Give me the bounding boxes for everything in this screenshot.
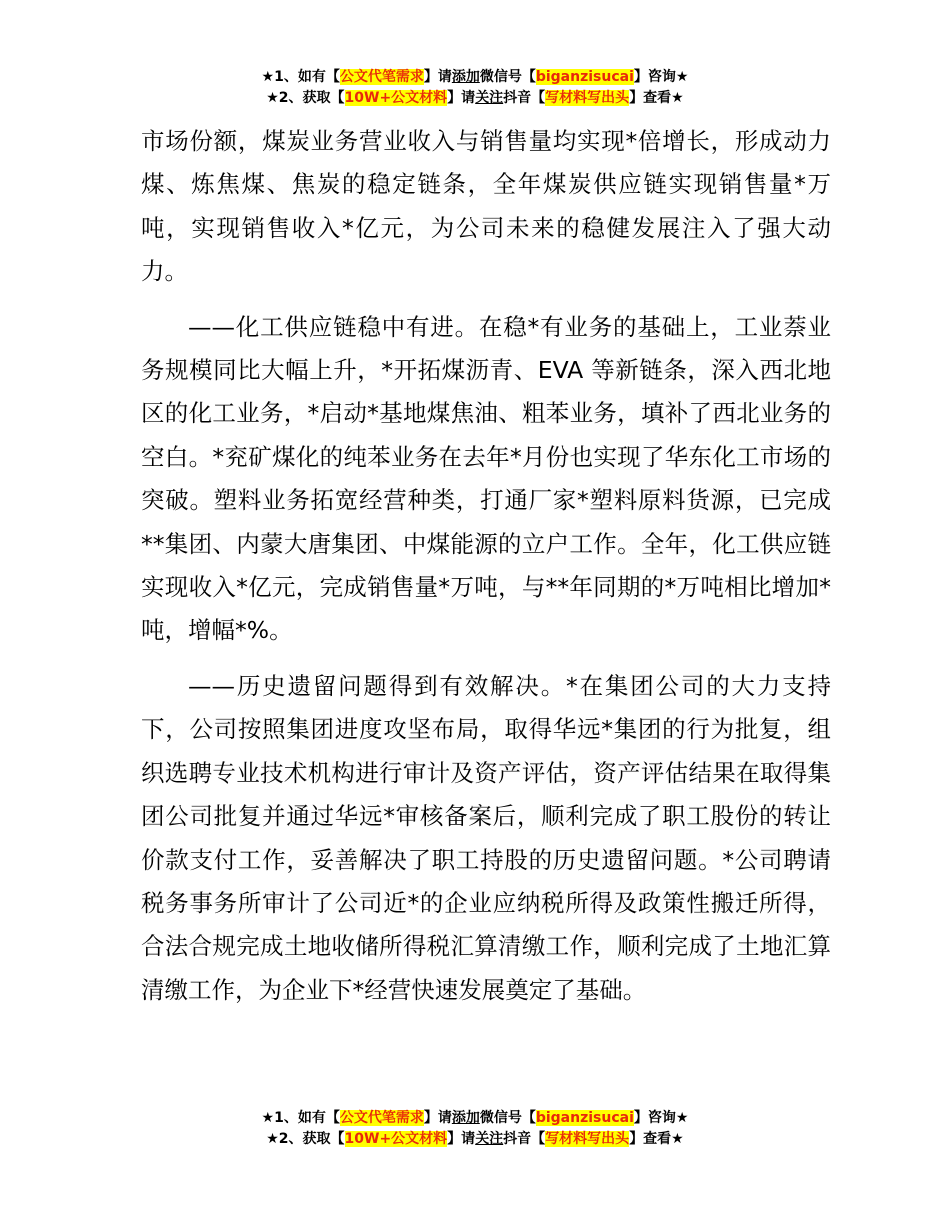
highlight-wechat-id: biganzisucai: [535, 69, 634, 85]
banner-text: 微信号【: [479, 1110, 536, 1126]
highlight-service: 公文代笔需求: [339, 1110, 424, 1126]
underlined-text: 添加: [451, 69, 480, 85]
banner-line-2: [0, 1129, 950, 1150]
highlight-materials: 10W+公文材料: [344, 90, 448, 106]
document-body: [141, 120, 831, 1012]
banner-line-2: [0, 88, 950, 109]
banner-text: 】请: [423, 69, 452, 85]
banner-text: ★1、如有【: [261, 69, 340, 85]
banner-text: ★2、获取【: [266, 90, 345, 106]
banner-text: ★1、如有【: [261, 1110, 340, 1126]
banner-text: 抖音【: [503, 90, 546, 106]
highlight-materials: 10W+公文材料: [344, 1131, 448, 1147]
header-banner: [0, 67, 950, 109]
banner-line-1: [0, 1108, 950, 1129]
banner-text: 】查看★: [629, 1131, 684, 1147]
banner-text: 】咨询★: [633, 1110, 689, 1126]
paragraph-1: 市场份额，煤炭业务营业收入与销售量均实现*倍增长，形成动力煤、炼焦煤、焦炭的稳定链条，全年煤炭供应链实现销售量*万吨，实现销售收入*亿元，为公司未来的稳健发展注入了强大动力。: [141, 127, 831, 286]
paragraph-2: ——化工供应链稳中有进。在稳*有业务的基础上，工业萘业务规模同比大幅上升，*开拓煤沥青、EVA 等新链条，深入西北地区的化工业务，*启动*基地煤焦油、粗苯业务，填补了西北业务的空白。*兖矿煤化的纯苯业务在去年*月份也实现了华东化工市场的突破。塑料业务拓宽经营种类，打通厂家*塑料原料货源，已完成**集团、内蒙大唐集团、中煤能源的立户工作。全年，化工供应链实现收入*亿元，完成销售量*万吨，与**年同期的*万吨相比增加*吨，增幅*%。: [141, 312, 831, 645]
banner-text: 】查看★: [629, 90, 684, 106]
underlined-text: 添加: [451, 1110, 480, 1126]
highlight-wechat-id: biganzisucai: [535, 1110, 634, 1126]
highlight-douyin-account: 写材料写出头: [545, 1131, 630, 1147]
footer-banner: [0, 1108, 950, 1150]
highlight-service: 公文代笔需求: [339, 69, 424, 85]
banner-text: 抖音【: [503, 1131, 546, 1147]
paragraph-3: ——历史遗留问题得到有效解决。*在集团公司的大力支持下，公司按照集团进度攻坚布局，取得华远*集团的行为批复，组织选聘专业技术机构进行审计及资产评估，资产评估结果在取得集团公司批复并通过华远*审核备案后，顺利完成了职工股份的转让价款支付工作，妥善解决了职工持股的历史遗留问题。*公司聘请税务事务所审计了公司近*的企业应纳税所得及政策性搬迁所得，合法合规完成土地收储所得税汇算清缴工作，顺利完成了土地汇算清缴工作，为企业下*经营快速发展奠定了基础。: [141, 671, 831, 1004]
highlight-douyin-account: 写材料写出头: [545, 90, 630, 106]
banner-text: 】请: [423, 1110, 452, 1126]
banner-text: 微信号【: [479, 69, 536, 85]
underlined-text: 关注: [475, 1131, 504, 1147]
banner-line-1: [0, 67, 950, 88]
banner-text: 】咨询★: [633, 69, 689, 85]
banner-text: 】请: [447, 1131, 476, 1147]
underlined-text: 关注: [475, 90, 504, 106]
banner-text: ★2、获取【: [266, 1131, 345, 1147]
banner-text: 】请: [447, 90, 476, 106]
